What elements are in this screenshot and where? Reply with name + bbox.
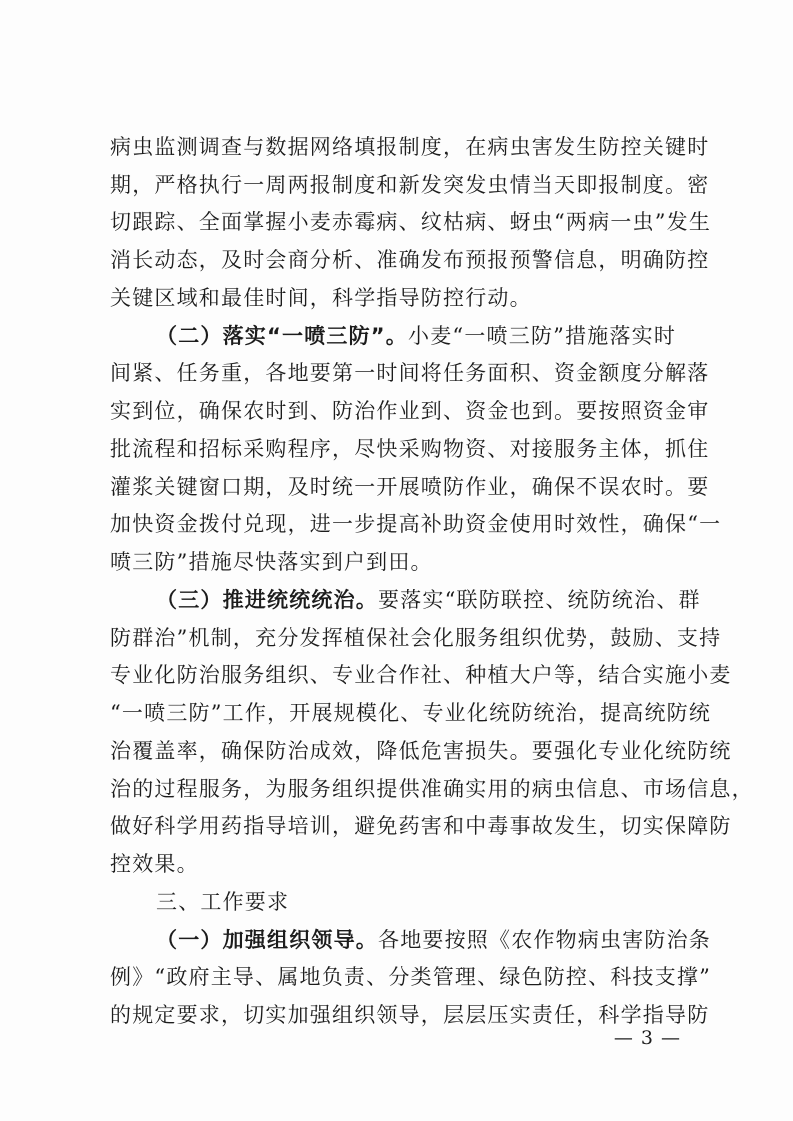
- paragraph-line-7: 间紧、任务重，各地要第一时间将任务面积、资金额度分解落: [110, 361, 710, 385]
- paragraph-line-1: 病虫监测调查与数据网络填报制度，在病虫害发生防控关键时: [110, 135, 710, 159]
- paragraph-line-16: “一喷三防”工作，开展规模化、专业化统防统治，提高统防统: [110, 701, 712, 725]
- paragraph-line-12: 喷三防”措施尽快落实到户到田。: [110, 550, 433, 574]
- paragraph-line-5: 关键区域和最佳时间，科学指导防控行动。: [110, 286, 532, 310]
- paragraph-line-2: 期，严格执行一周两报制度和新发突发虫情当天即报制度。密: [110, 173, 710, 197]
- paragraph-line-20: 控效果。: [110, 852, 199, 876]
- paragraph-line-24: 的规定要求，切实加强组织领导，层层压实责任，科学指导防: [110, 1003, 710, 1027]
- section-title: （二）落实“一喷三防”。: [156, 324, 409, 348]
- section-heading-line-22: （一）加强组织领导。各地要按照《农作物病虫害防治条: [156, 928, 711, 952]
- paragraph-line-4: 消长动态，及时会商分析、准确发布预报预警信息，明确防控: [110, 248, 710, 272]
- paragraph-line-15: 专业化防治服务组织、专业合作社、种植大户等，结合实施小麦: [110, 663, 732, 687]
- page-number: — 3 —: [613, 1027, 681, 1049]
- paragraph-line-14: 防群治”机制，充分发挥植保社会化服务组织优势，鼓励、支持: [110, 626, 722, 650]
- section-3-heading: 三、工作要求: [156, 890, 290, 914]
- section-title: （三）推进统统统治。: [156, 588, 378, 612]
- paragraph-line-10: 灌浆关键窗口期，及时统一开展喷防作业，确保不误农时。要: [110, 475, 710, 499]
- section-title: （一）加强组织领导。: [156, 928, 378, 952]
- paragraph-line-19: 做好科学用药指导培训，避免药害和中毒事故发生，切实保障防: [110, 814, 732, 838]
- paragraph-line-17: 治覆盖率，确保防治成效，降低危害损失。要强化专业化统防统: [110, 739, 732, 763]
- paragraph-line-8: 实到位，确保农时到、防治作业到、资金也到。要按照资金审: [110, 399, 710, 423]
- paragraph-line-23: 例》“政府主导、属地负责、分类管理、绿色防控、科技支撑”: [110, 965, 712, 989]
- section-heading-line-13: （三）推进统统统治。要落实“联防联控、统防统治、群: [156, 588, 701, 612]
- paragraph-line-18: 治的过程服务，为服务组织提供准确实用的病虫信息、市场信息，: [110, 777, 754, 801]
- paragraph-line-9: 批流程和招标采购程序，尽快采购物资、对接服务主体，抓住: [110, 437, 710, 461]
- section-heading-line-6: （二）落实“一喷三防”。小麦“一喷三防”措施落实时: [156, 324, 677, 348]
- paragraph-line-11: 加快资金拨付兑现，进一步提高补助资金使用时效性，确保“一: [110, 512, 722, 536]
- paragraph-line-3: 切跟踪、全面掌握小麦赤霉病、纹枯病、蚜虫“两病一虫”发生: [110, 210, 712, 234]
